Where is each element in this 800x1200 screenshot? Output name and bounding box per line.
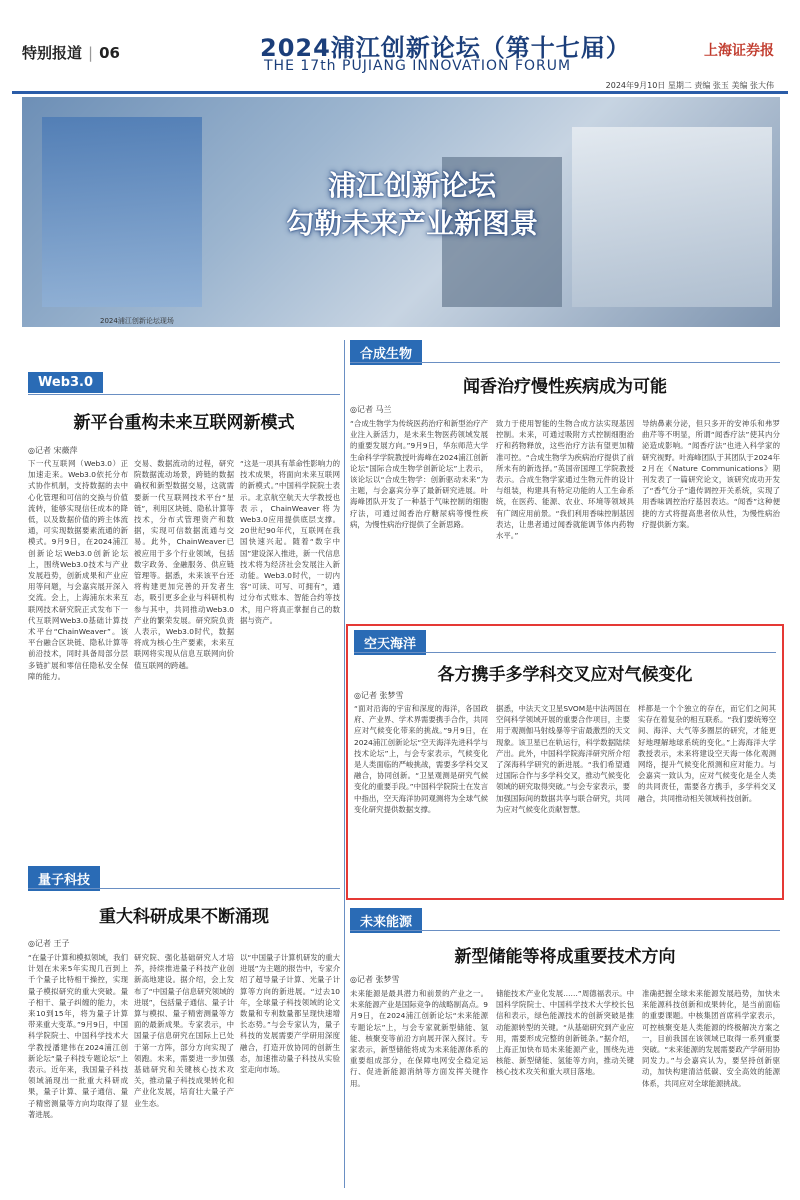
- web3-rule: [28, 394, 340, 395]
- aerospace-byline: ◎记者 张梦雪: [354, 691, 404, 700]
- column-divider: [344, 340, 345, 1188]
- energy-rule: [350, 930, 780, 931]
- page-header: [0, 0, 800, 82]
- energy-title: 新型储能等将成重要技术方向: [454, 947, 676, 967]
- page-number: 06: [99, 44, 120, 62]
- web3-tag: Web3.0: [28, 372, 103, 393]
- section-label: 特别报道 | 06: [22, 44, 120, 62]
- aerospace-column-1: “面对沿海的宇宙和深度的海洋，各国政府、产业界、学术界需要携手合作，共同应对气候变化带来的挑战。”9月9日，在2024浦江创新论坛“空天海洋先进科学与技术论坛”上，与会专家表示，气候变化是人类面临的严峻挑战，需要多学科交叉融合，协同创新。“卫星观测是研究气候变化的重要手段。”中国科学院院士在发言中指出，空天海洋协同观测将为全球气候变化研究提供数据支撑。: [354, 704, 488, 814]
- biotech-rule: [350, 362, 780, 363]
- quantum-column-1: “在量子计算和模拟领域，我们计划在未来5年实现几百到上千个量子比特相干操控，实现量子模拟研究的重大突破。量子相干、量子纠缠的能力，未来10到15年，将为量子计算带来重大变革。”9月9日，中国科学院院士、中国科学技术大学教授潘建伟在2024浦江创新论坛“量子科技专题论坛”上表示。近年来，我国量子科技领域涌现出一批重大科研成果，量子计算、量子通信、量子精密测量等方向均取得了显著进展。: [28, 953, 128, 1119]
- web3-title: 新平台重构未来互联网新模式: [73, 413, 295, 433]
- biotech-column-3: 导纳鼻素分泌，但只多开的安神乐和弗罗曲芹等不明显，所谓“闻香疗法”使其内分泌造成影响。“闻香疗法”也进入科学家的研究视野。叶海峰团队于其团队于2024年2月在《Nature Communications》期刊发表了一篇研究论文，该研究成功开发了“香气分子”遗传调控开关系统，实现了用香味调控治疗基因表达。“闻香”这种便捷的方式将提高患者依从性，为慢性病治疗提供新方案。: [642, 419, 780, 529]
- energy-column-3: 准确把握全球未来能源发展趋势，加快未来能源科技创新和成果转化，是当前面临的重要课题。中核集团首席科学家表示，可控核聚变是人类能源的终极解决方案之一，目前我国在该领域已取得一系列重要突破。“未来能源的发展需要政产学研用协同发力。”与会嘉宾认为，要坚持创新驱动，加快构建清洁低碳、安全高效的能源体系，共同应对全球能源挑战。: [642, 989, 780, 1088]
- newspaper-logo: 上海证券报: [704, 43, 774, 59]
- biotech-column-2: 致力于使用智能的生物合成方法实现基因控制。未来，可通过吸附方式控制细胞治疗和药物释放，这些治疗方法有望更加精准可控。“合成生物学为疾病治疗提供了前所未有的新选择。”英国帝国理工学院教授表示。合成生物学家通过生物元件的设计与组装，构建具有特定功能的人工生命系统，在医药、能源、农业、环境等领域具有广阔应用前景。“我们利用香味控制基因表达，让患者通过闻香就能调节体内药物水平。”: [496, 419, 634, 541]
- section-name: 特别报道: [22, 44, 83, 62]
- web3-column-3: “这是一项具有革命性影响力的技术成果，将面向未来互联网的新模式。”中国科学院院士表示。北京航空航天大学教授也表示，ChainWeaver将为Web3.0应用提供底层支撑。20世纪90年代，互联网在我国快速兴起。随着“数字中国”建设深入推进，新一代信息技术将为经济社会发展注入新动能。Web3.0时代，一切内容“可读、可写、可拥有”，通过分布式账本、智能合约等技术，用户将真正掌握自己的数据与资产。: [240, 459, 340, 625]
- aerospace-column-2: 据悉，中法天文卫星SVOM是中法两国在空间科学领域开展的重要合作项目，主要用于观测伽马射线暴等宇宙最激烈的天文现象。该卫星已在轨运行，科学数据陆续产出。此外，中国科学院海洋研究所介绍了深海科学研究的新进展。“我们希望通过国际合作与多学科交叉，推动气候变化领域的研究取得突破。”与会专家表示，要加强国际间的数据共享与联合研究，共同为应对气候变化贡献智慧。: [496, 704, 630, 814]
- web3-byline: ◎记者 宋薇萍: [28, 446, 78, 455]
- hero-photo-left-panel: [42, 117, 202, 307]
- aerospace-tag: 空天海洋: [354, 630, 426, 655]
- energy-column-2: 储能技术产业化发展……”周德福表示。中国科学院院士、中国科学技术大学校长包信和表示，绿色能源技术的创新突破是推动能源转型的关键。“从基础研究到产业应用，需要形成完整的创新链条。”据介绍，上海正加快布局未来能源产业，围绕先进核能、新型储能、氢能等方向，推动关键核心技术攻关和重大项目落地。: [496, 989, 634, 1077]
- biotech-column-1: “合成生物学为传统医药治疗和新型治疗产业注入新活力，是未来生物医药领域发展的重要发展方向。”9月9日，华东师范大学生命科学学院教授叶海峰在2024浦江创新论坛“国际合成生物学创新论坛”上表示，该论坛以“合成生物学：创新驱动未来”为主题，与会嘉宾分享了最新研究进展。叶海峰团队开发了一种基于气味控制的细胞疗法，可通过闻香治疗糖尿病等慢性疾病，为慢性病治疗提供了全新思路。: [350, 419, 488, 529]
- energy-column-1: 未来能源是最具潜力和前景的产业之一。未来能源产业是国际竞争的战略制高点。9月9日，在2024浦江创新论坛“未来能源专题论坛”上，与会专家就新型储能、氢能、核聚变等前沿方向展开深入探讨。专家表示，新型储能将成为未来能源体系的重要组成部分，在保障电网安全稳定运行、促进新能源消纳等方面发挥关键作用。: [350, 989, 488, 1088]
- energy-tag: 未来能源: [350, 908, 422, 933]
- energy-byline: ◎记者 张梦雪: [350, 975, 400, 984]
- quantum-byline: ◎记者 王子: [28, 939, 70, 948]
- biotech-title: 闻香治疗慢性疾病成为可能: [463, 377, 667, 397]
- biotech-byline: ◎记者 马兰: [350, 405, 392, 414]
- aerospace-rule: [354, 652, 776, 653]
- aerospace-title: 各方携手多学科交叉应对气候变化: [437, 665, 693, 685]
- quantum-title: 重大科研成果不断涌现: [99, 907, 269, 927]
- issue-meta: 2024年9月10日 星期二 责编 张玉 美编 张大伟: [605, 81, 774, 90]
- quantum-tag: 量子科技: [28, 866, 100, 891]
- quantum-column-3: 以“中国量子计算机研发的重大进展”为主题的报告中，专家介绍了超导量子计算、光量子计算等方向的新进展。“过去10年，全球量子科技领域的论文数量和专利数量都呈现快速增长态势。”与会专家认为，量子科技的发展需要产学研用深度融合，打造开放协同的创新生态，加速推动量子科技从实验室走向市场。: [240, 953, 340, 1075]
- hero-headline: [232, 167, 592, 243]
- quantum-column-2: 研究院、强化基础研究人才培养，持续推进量子科技产业创新高地建设。据介绍，会上发布了“中国量子信息研究领域的进展”，包括量子通信、量子计算与模拟、量子精密测量等方面的最新成果。专家表示，中国量子信息研究在国际上已处于第一方阵，部分方向实现了领跑。未来，需要进一步加强基础研究和关键核心技术攻关，推动量子科技成果转化和产业化发展，培育壮大量子产业生态。: [134, 953, 234, 1108]
- hero-photo-right-panel: [572, 127, 772, 307]
- hero-photo: [22, 97, 780, 327]
- hero-headline-line1: 浦江创新论坛: [327, 169, 496, 202]
- forum-subtitle: THE 17th PUJIANG INNOVATION FORUM: [264, 58, 572, 74]
- hero-caption: 2024浦江创新论坛现场: [100, 317, 174, 325]
- aerospace-column-3: 样都是一个个独立的存在，而它们之间其实存在着复杂的相互联系。“我们要统筹空间、海洋、大气等多圈层的研究，才能更好地理解地球系统的变化。”上海海洋大学教授表示，未来将建设空天海一体化观测网络，提升气候变化预测和应对能力。与会嘉宾一致认为，应对气候变化是全人类的共同责任，需要各方携手，多学科交叉融合，共同推动相关领域科技创新。: [638, 704, 776, 803]
- web3-column-2: 交易、数据流动的过程，研究院数据流动场景，跨链的数据确权和新型数据交易，这就需要新一代互联网技术平台“星链”，利用区块链、隐私计算等技术，分布式管理资产和数据，实现可信数据流通与交易。此外，ChainWeaver已被应用于多个行业领域，包括数字政务、金融服务、供应链管理等。据悉，未来该平台还将构建更加完善的开发者生态，吸引更多企业与科研机构参与其中，共同推动Web3.0产业的繁荣发展。研究院负责人表示，Web3.0时代，数据将成为核心生产要素，未来互联网将实现从信息互联网向价值互联网的跨越。: [134, 459, 234, 670]
- forum-title: 2024浦江创新论坛（第十七届）: [260, 34, 631, 62]
- biotech-tag: 合成生物: [350, 340, 422, 365]
- hero-headline-line2: 勾勒未来产业新图景: [285, 207, 538, 240]
- header-divider: [12, 91, 788, 94]
- quantum-rule: [28, 888, 340, 889]
- web3-column-1: 下一代互联网（Web3.0）正加速走来。Web3.0依托分布式协作机制，支持数据的去中心化管理和可信的交换与价值流转，能够实现信任成本的降低，以及数据价值的跨主体流通，可实现数据要素流通的新模式。9月9日，在2024浦江创新论坛Web3.0创新论坛上，围绕Web3.0技术与产业发展趋势，创新成果和产业应用等问题，与会嘉宾展开深入交流。会上，上海浦东未来互联网技术研究院正式发布下一代互联网Web3.0基础计算技术平台“ChainWeaver”。该平台融合区块链、隐私计算等前沿技术，同时具备局部分层多链扩展和零信任隐私安全保障的能力。: [28, 459, 128, 681]
